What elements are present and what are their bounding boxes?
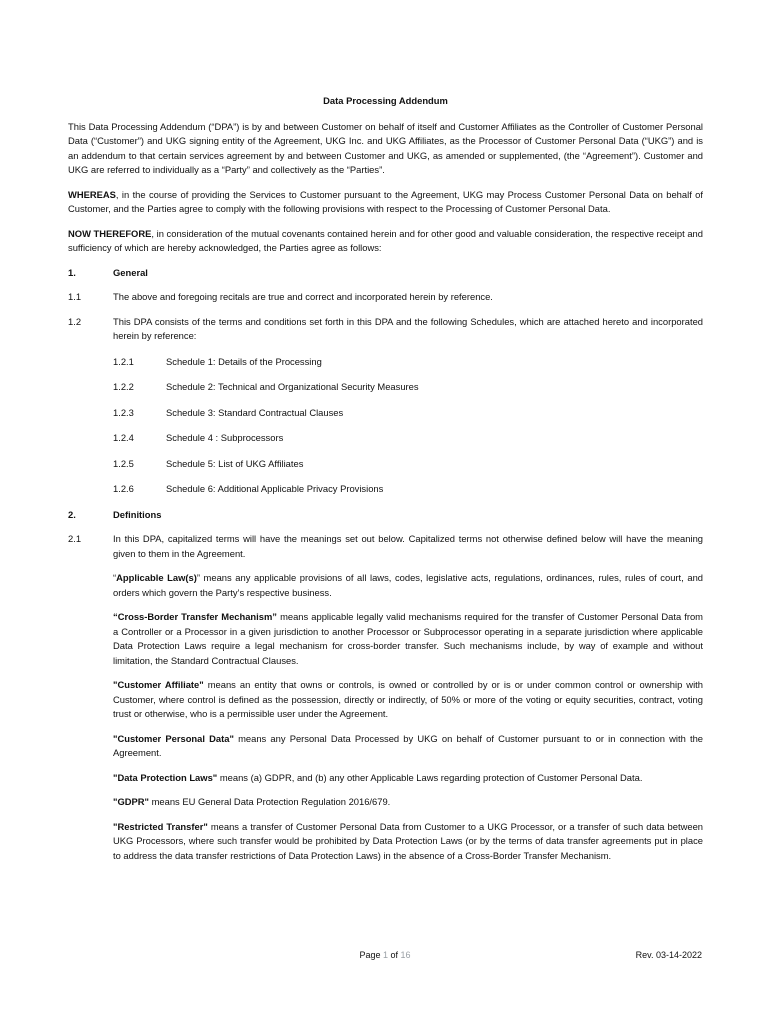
clause-1-2	[68, 315, 703, 344]
now-therefore-paragraph	[68, 227, 703, 256]
section-2-heading	[68, 508, 703, 523]
definition-text: means any applicable provisions of all laws, codes, legislative acts, regulations, ordinances, rules, rules of court, and orders which govern the Party’s respective business.	[113, 572, 703, 598]
clause-text: The above and foregoing recitals are true and correct and incorporated herein by reference.	[113, 291, 493, 302]
schedule-number: 1.2.1	[113, 355, 134, 367]
definition-term: "Customer Personal Data"	[113, 732, 234, 744]
clause-number: 1.1	[68, 291, 82, 302]
definition-text: means an entity that owns or controls, is owned or controlled by or is or under common control or ownership with Customer, where control is defined as the possession, directly or indirectly, of 50% or more of the voting or equity securities, contract, voting trust or otherwise, who is a permissible user under the Agreement.	[113, 679, 703, 719]
schedule-number: 1.2.6	[113, 483, 134, 494]
clause-number: 1.2	[68, 315, 82, 327]
schedule-item	[113, 431, 703, 446]
section-title: General	[113, 266, 148, 278]
definition-customer-affiliate	[113, 678, 703, 722]
section-number: 1.	[68, 266, 76, 278]
definition-text: means (a) GDPR, and (b) any other Applicable Laws regarding protection of Customer Personal Data.	[217, 771, 643, 783]
schedule-text: Schedule 3: Standard Contractual Clauses	[166, 406, 344, 418]
quote-mark: ”	[196, 572, 200, 583]
whereas-text: , in the course of providing the Services to Customer pursuant to the Agreement, UKG may Process Customer Personal Data on behalf of Customer, and the Parties agree to comply with the following provisions with respect to the Processing of Customer Personal Data.	[68, 188, 703, 214]
page-total: 16	[400, 950, 411, 960]
definition-term: "Restricted Transfer"	[113, 820, 208, 832]
section-number: 2.	[68, 508, 76, 520]
schedule-item	[113, 482, 703, 497]
revision-label: Rev. 03-14-2022	[635, 950, 702, 960]
definition-restricted-transfer	[113, 820, 703, 864]
schedule-text: Schedule 4 : Subprocessors	[166, 432, 284, 443]
now-therefore-label: NOW THEREFORE	[68, 227, 152, 239]
definition-term: “Cross-Border Transfer Mechanism”	[113, 611, 277, 622]
definition-text: means a transfer of Customer Personal Data from Customer to a UKG Processor, or a transfer of such data between UKG Processors, where such transfer would be prohibited by Data Protection Laws (or by the terms of data transfer agreements put in place to address the data transfer restrictions of Data Protection Laws) in the absence of a Cross-Border Transfer Mechanism.	[113, 820, 703, 861]
quote-mark: “	[113, 572, 117, 583]
schedule-item	[113, 380, 703, 395]
section-1-heading	[68, 266, 703, 281]
schedule-item	[113, 406, 703, 421]
page-label: Page	[359, 950, 381, 960]
clause-2-1	[68, 532, 703, 561]
now-therefore-text: , in consideration of the mutual covenants contained herein and for other good and valuable consideration, the respective receipt and sufficiency of which are hereby acknowledged, the Parties agree as follows:	[68, 227, 703, 253]
clause-1-1	[68, 290, 703, 305]
definition-gdpr	[113, 795, 703, 810]
schedule-number: 1.2.5	[113, 457, 134, 469]
schedule-number: 1.2.3	[113, 406, 134, 418]
definition-text: means applicable legally valid mechanisms required for the transfer of Customer Personal Data from a Controller or a Processor in a given jurisdiction to another Processor or Subprocessor operating in a separate jurisdiction where applicable Data Protection Laws require a legal mechanism for cross-border transfer. Such mechanisms include, by way of example and without limitation, the Standard Contractual Clauses.	[113, 611, 703, 666]
schedule-number: 1.2.4	[113, 432, 134, 443]
page-title: Data Processing Addendum	[323, 95, 448, 106]
definition-data-protection-laws	[113, 771, 703, 786]
definition-term: "Data Protection Laws"	[113, 771, 218, 783]
definition-text: means any Personal Data Processed by UKG on behalf of Customer pursuant to or in connection with the Agreement.	[113, 732, 703, 758]
schedule-number: 1.2.2	[113, 381, 134, 392]
clause-text: In this DPA, capitalized terms will have the meanings set out below. Capitalized terms not otherwise defined below will have the meaning given to them in the Agreement.	[113, 533, 703, 559]
schedule-text: Schedule 6: Additional Applicable Privacy Provisions	[166, 483, 384, 494]
whereas-paragraph	[68, 188, 703, 217]
schedule-item	[113, 457, 703, 472]
definition-term: Applicable Law(s)	[116, 572, 197, 583]
section-title: Definitions	[113, 508, 162, 520]
definition-term: "Customer Affiliate"	[113, 679, 204, 690]
definition-term: "GDPR"	[113, 796, 149, 807]
of-label: of	[390, 950, 399, 960]
definition-text: means EU General Data Protection Regulation 2016/679.	[148, 796, 391, 807]
schedule-text: Schedule 1: Details of the Processing	[166, 355, 322, 367]
clause-number: 2.1	[68, 533, 82, 544]
whereas-label: WHEREAS	[68, 188, 116, 200]
definition-applicable-laws	[113, 571, 703, 600]
schedule-item	[113, 355, 703, 370]
schedule-text: Schedule 2: Technical and Organizational Security Measures	[166, 381, 419, 392]
definition-cross-border	[113, 610, 703, 668]
schedule-text: Schedule 5: List of UKG Affiliates	[166, 457, 304, 469]
page-number: 1	[382, 950, 388, 960]
intro-paragraph: This Data Processing Addendum (“DPA”) is by and between Customer on behalf of itself and Customer Affiliates as the Controller of Customer Personal Data (“Customer”) and UKG signing entity of the Agreement, UKG Inc. and UKG Affiliates, as the Processor of Customer Personal Data (“UKG”) and is an addendum to that certain services agreement by and between Customer and UKG, as amended or supplemented, (the “Agreement”). Customer and UKG are referred to individually as a “Party” and collectively as the “Parties”.	[68, 120, 703, 175]
clause-text: This DPA consists of the terms and conditions set forth in this DPA and the following Schedules, which are attached hereto and incorporated herein by reference:	[113, 315, 703, 341]
definition-customer-personal-data	[113, 732, 703, 761]
